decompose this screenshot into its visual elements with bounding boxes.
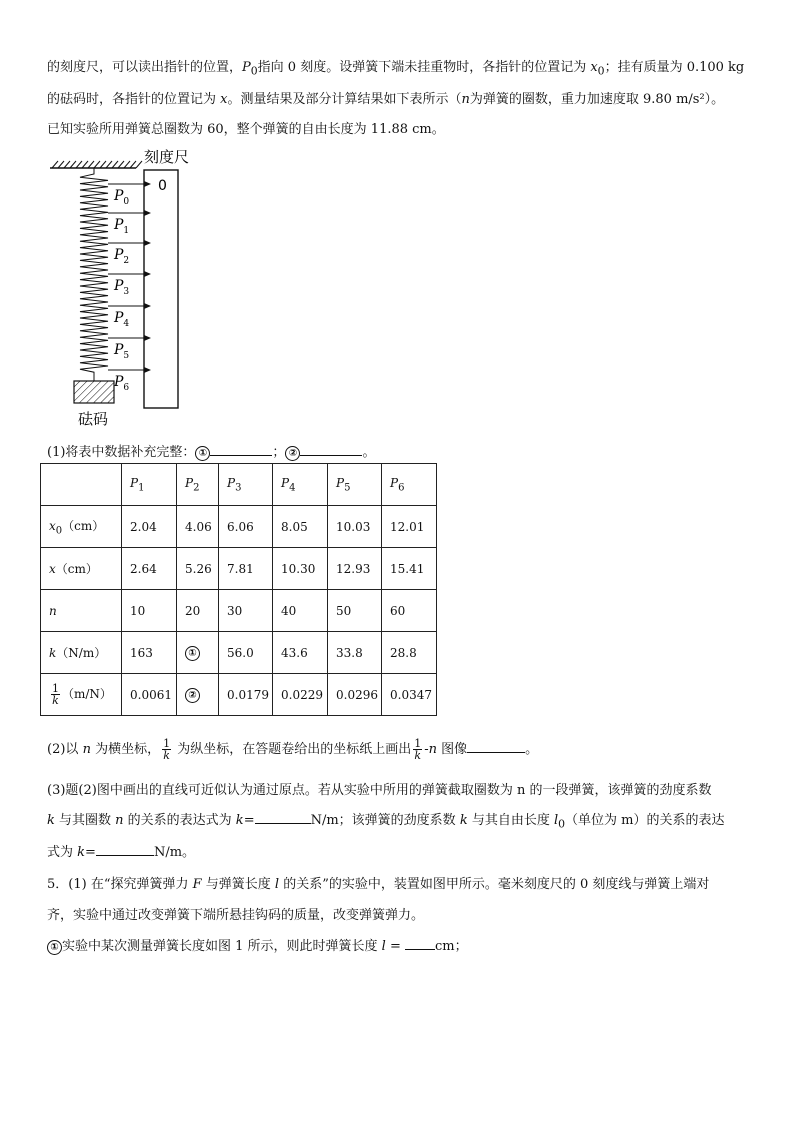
question-3-text: 与其圈数 <box>54 813 116 828</box>
pointer-arrow <box>144 240 151 246</box>
cell-value: 10 <box>130 603 146 618</box>
question-3-text: 与其自由长度 <box>467 813 554 828</box>
cell-value: 5.26 <box>185 561 212 576</box>
table-cell <box>177 548 219 590</box>
question-2-text: 图像 <box>437 742 468 757</box>
fraction-denominator: k <box>414 749 422 762</box>
question-3-text: （单位为 m）的关系的表达 <box>565 813 725 828</box>
pointer-label: $P_5$ <box>114 342 130 361</box>
table-header-row <box>41 464 437 506</box>
hatch-line <box>112 161 118 168</box>
var-n: n <box>82 742 91 757</box>
weight-label: 砝码 <box>78 410 109 428</box>
weight-block <box>74 381 114 403</box>
cell-value: 4.06 <box>185 519 212 534</box>
question-2-line <box>47 738 538 761</box>
cell-value: 2.64 <box>130 561 157 576</box>
question-5-text: 5．(1) 在“探究弹簧弹力 <box>47 877 193 892</box>
pointer-arrow <box>144 271 151 277</box>
table-cell <box>328 590 382 632</box>
var-x: x <box>590 60 598 75</box>
table-cell <box>177 506 219 548</box>
cell-value: 0.0229 <box>281 687 323 702</box>
answer-blank-graph[interactable] <box>467 740 525 753</box>
cell-value: 0.0061 <box>130 687 172 702</box>
pointer-label: $P_6$ <box>114 374 130 393</box>
cell-value: 56.0 <box>227 645 254 660</box>
cell-value: 20 <box>185 603 201 618</box>
table-cell <box>219 590 273 632</box>
period: 。 <box>525 742 539 757</box>
ruler-zero-label: 0 <box>158 178 167 194</box>
hatch-line <box>64 161 70 168</box>
table-cell <box>122 632 177 674</box>
question-5-text: = <box>385 939 406 954</box>
intro-line-1 <box>47 56 744 78</box>
table-row <box>41 632 437 674</box>
question-5-line-1 <box>47 873 709 892</box>
table-header-empty <box>41 464 122 506</box>
var-p: P <box>242 60 251 75</box>
table-header-cell: $P_1$ <box>122 464 177 506</box>
answer-mark-1: ① <box>195 446 210 461</box>
intro-text: ；挂有质量为 0.100 kg <box>604 60 745 75</box>
pointer-arrow <box>144 181 151 187</box>
hatch-line <box>52 161 58 168</box>
question-5-line-3 <box>47 935 468 955</box>
table-cell <box>328 674 382 716</box>
question-5-text: cm； <box>435 939 468 954</box>
fraction-1-over-k <box>162 738 171 761</box>
table-row-label: x（cm） <box>41 548 122 590</box>
var-k: k <box>77 845 86 860</box>
table-header-cell: $P_3$ <box>219 464 273 506</box>
hatch-line <box>58 161 64 168</box>
question-3-text: N/m。 <box>153 845 196 860</box>
cell-value: 15.41 <box>390 561 425 576</box>
table-row <box>41 674 437 716</box>
hatch-line <box>124 161 130 168</box>
table-cell <box>328 506 382 548</box>
var-l: l <box>553 813 559 828</box>
subscript: 0 <box>558 817 566 831</box>
hatch-line <box>94 161 100 168</box>
table-cell <box>328 632 382 674</box>
intro-text: 指向 0 刻度。设弹簧下端未挂重物时，各指针的位置记为 <box>257 60 591 75</box>
ruler <box>144 170 178 408</box>
ruler-label: 刻度尺 <box>144 148 190 166</box>
cell-value: 0.0347 <box>390 687 432 702</box>
table-cell <box>382 590 437 632</box>
table-cell <box>219 674 273 716</box>
cell-value: 12.01 <box>390 519 425 534</box>
table-cell <box>382 632 437 674</box>
cell-value: 33.8 <box>336 645 363 660</box>
table-header-cell: $P_5$ <box>328 464 382 506</box>
question-5-text: 实验中某次测量弹簧长度如图 1 所示，则此时弹簧长度 <box>62 939 382 954</box>
question-5-text: 与弹簧长度 <box>201 877 275 892</box>
question-2-text: 为横坐标， <box>90 742 161 757</box>
intro-text: 。测量结果及部分计算结果如下表所示（ <box>227 92 462 107</box>
var-n: n <box>115 813 124 828</box>
var-l: l <box>274 877 280 892</box>
answer-blank-1[interactable] <box>210 443 272 456</box>
ceiling-hatch <box>50 161 142 168</box>
cell-value: 12.93 <box>336 561 371 576</box>
table-row-label: $\frac{1}{k}$ （m/N） <box>41 674 122 716</box>
var-k: k <box>459 813 468 828</box>
var-n: n <box>428 742 437 757</box>
table-cell <box>273 548 328 590</box>
table-row <box>41 506 437 548</box>
fraction-numerator: 1 <box>163 737 171 750</box>
table-cell <box>177 590 219 632</box>
table-cell <box>382 506 437 548</box>
cell-value: 0.0179 <box>227 687 269 702</box>
cell-value: 8.05 <box>281 519 308 534</box>
pointer-label: $P_0$ <box>114 188 130 207</box>
subscript: 0 <box>250 64 258 78</box>
table-cell <box>122 674 177 716</box>
pointer-label: $P_4$ <box>114 310 130 329</box>
fraction-denominator: k <box>163 749 170 762</box>
dash: - <box>424 742 429 757</box>
question-1-line <box>47 441 375 461</box>
question-2-text: (2)以 <box>47 742 83 757</box>
answer-mark-1: ① <box>47 940 62 955</box>
question-3-text: 的关系的表达式为 <box>123 813 236 828</box>
answer-mark: ② <box>185 688 200 703</box>
question-3-line-2 <box>47 809 725 831</box>
answer-blank-k-n[interactable] <box>255 811 311 824</box>
intro-text: 为弹簧的圈数，重力加速度取 9.80 m/s²）。 <box>469 92 725 107</box>
hatch-line <box>136 161 142 168</box>
cell-value: 7.81 <box>227 561 254 576</box>
hatch-line <box>106 161 112 168</box>
var-f: F <box>192 877 202 892</box>
equals: = <box>243 813 255 828</box>
cell-value: 6.06 <box>227 519 254 534</box>
answer-blank-length[interactable] <box>405 937 435 950</box>
table-cell <box>382 674 437 716</box>
table-cell <box>219 506 273 548</box>
pointer-arrow <box>144 210 151 216</box>
table-header-cell: $P_6$ <box>382 464 437 506</box>
period: 。 <box>362 445 376 460</box>
spring-ruler-figure <box>46 146 216 431</box>
cell-value: 28.8 <box>390 645 417 660</box>
equals: = <box>85 845 96 860</box>
hatch-line <box>82 161 88 168</box>
hatch-line <box>88 161 94 168</box>
table-cell <box>177 632 219 674</box>
intro-text: 的刻度尺，可以读出指针的位置， <box>47 60 243 75</box>
fraction-1-over-k <box>413 738 422 761</box>
answer-mark: ① <box>185 646 200 661</box>
question-5-text: 的关系”的实验中，装置如图甲所示。毫米刻度尺的 0 刻度线与弹簧上端对 <box>279 877 710 892</box>
cell-value: 30 <box>227 603 243 618</box>
table-cell <box>219 632 273 674</box>
cell-value: 50 <box>336 603 352 618</box>
cell-value: 0.0296 <box>336 687 378 702</box>
cell-value: 60 <box>390 603 406 618</box>
pointer-label: $P_2$ <box>114 247 130 266</box>
answer-mark-2: ② <box>285 446 300 461</box>
question-3-text: N/m；该弹簧的劲度系数 <box>310 813 460 828</box>
data-table <box>40 463 437 716</box>
question-3-text: 式为 <box>47 845 78 860</box>
var-k: k <box>47 813 55 828</box>
table-row <box>41 590 437 632</box>
table-cell <box>382 548 437 590</box>
table-cell <box>328 548 382 590</box>
table-row-label: n <box>41 590 122 632</box>
answer-blank-k-l0[interactable] <box>96 843 154 856</box>
separator: ； <box>272 445 286 460</box>
var-x: x <box>220 92 228 107</box>
hatch-line <box>130 161 136 168</box>
var-l: l <box>381 939 386 954</box>
pointer-arrow <box>144 303 151 309</box>
intro-line-2 <box>47 88 724 107</box>
cell-value: 10.03 <box>336 519 371 534</box>
hatch-line <box>76 161 82 168</box>
hatch-line <box>100 161 106 168</box>
pointer-arrow <box>144 367 151 373</box>
table-cell <box>122 506 177 548</box>
table-cell <box>122 548 177 590</box>
cell-value: 40 <box>281 603 297 618</box>
spring-coil <box>80 168 108 381</box>
table-row-label: k（N/m） <box>41 632 122 674</box>
question-3-line-1: (3)题(2)图中画出的直线可近似认为通过原点。若从实验中所用的弹簧截取圈数为 n 的一段弹簧，该弹簧的劲度系数 <box>47 783 712 798</box>
question-5-line-2: 齐，实验中通过改变弹簧下端所悬挂钩码的质量，改变弹簧弹力。 <box>47 908 425 923</box>
cell-value: 2.04 <box>130 519 157 534</box>
pointer-label: $P_1$ <box>114 217 130 236</box>
table-cell <box>219 548 273 590</box>
cell-value: 43.6 <box>281 645 308 660</box>
question-2-text: 为纵坐标，在答题卷给出的坐标纸上画出 <box>173 742 412 757</box>
table-cell <box>273 632 328 674</box>
table-cell <box>273 590 328 632</box>
answer-blank-2[interactable] <box>300 443 362 456</box>
hatch-line <box>70 161 76 168</box>
var-k: k <box>235 813 244 828</box>
intro-text: 的砝码时，各指针的位置记为 <box>47 92 221 107</box>
pointer-arrow <box>144 335 151 341</box>
table-cell <box>122 590 177 632</box>
fraction-numerator: 1 <box>414 737 422 750</box>
pointer-label: $P_3$ <box>114 278 130 297</box>
intro-line-3: 已知实验所用弹簧总圈数为 60，整个弹簧的自由长度为 11.88 cm。 <box>47 122 445 137</box>
table-row-label: $x_0(cm)$ <box>41 506 122 548</box>
table-row <box>41 548 437 590</box>
table-header-cell: $P_2$ <box>177 464 219 506</box>
table-cell <box>177 674 219 716</box>
hatch-line <box>118 161 124 168</box>
question-3-line-3 <box>47 841 195 860</box>
table-cell <box>273 506 328 548</box>
question-1-prefix: (1)将表中数据补充完整： <box>47 445 196 460</box>
table-cell <box>273 674 328 716</box>
cell-value: 10.30 <box>281 561 316 576</box>
table-header-cell: $P_4$ <box>273 464 328 506</box>
subscript: 0 <box>597 64 605 78</box>
var-n: n <box>461 92 470 107</box>
cell-value: 163 <box>130 645 153 660</box>
